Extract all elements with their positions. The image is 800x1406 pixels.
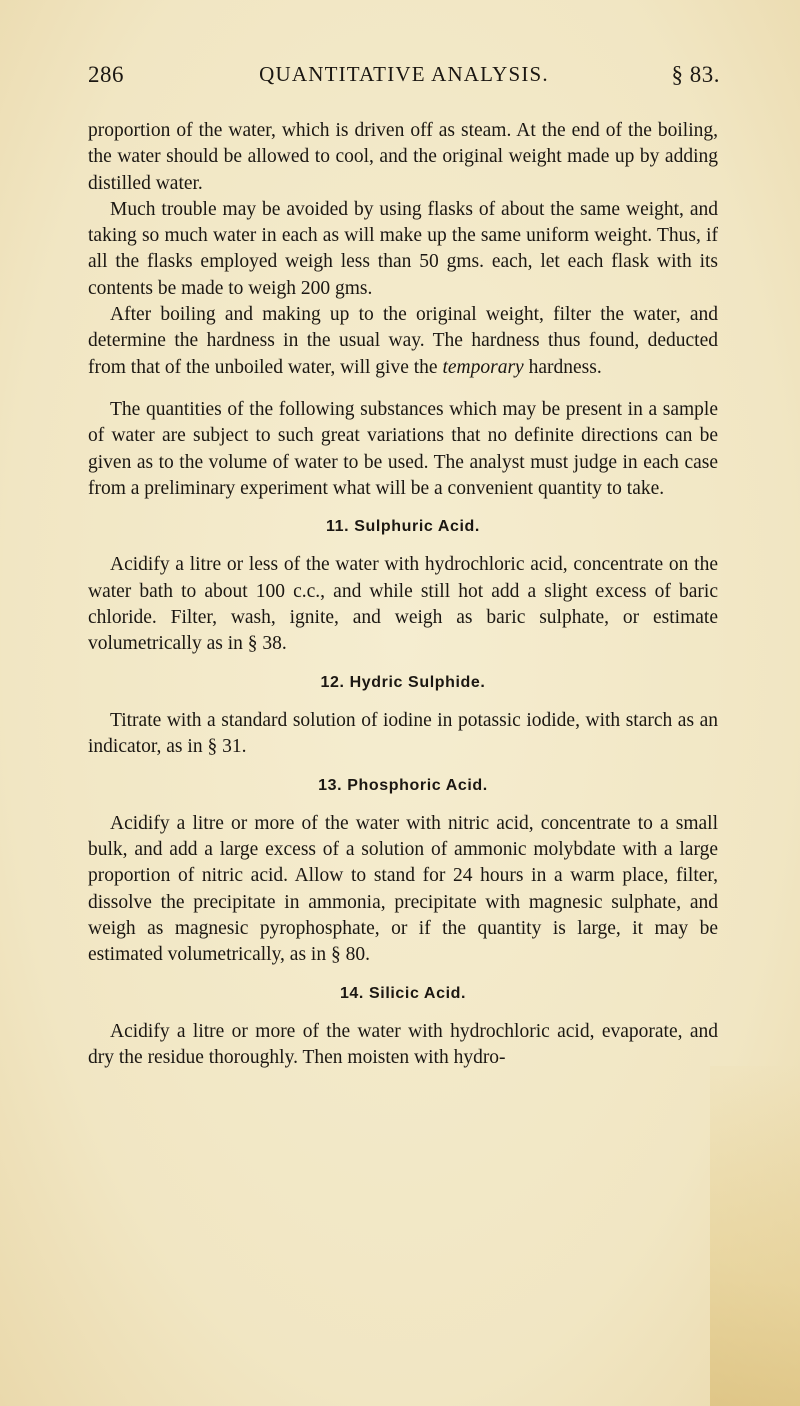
section-heading: 13. Phosphoric Acid. bbox=[318, 776, 488, 794]
running-title: QUANTITATIVE ANALYSIS. bbox=[259, 62, 549, 86]
paragraph: The quantities of the following substances which may be present in a sample of water are subject to such great variations that no definite directions can be given as to the volume of water to be used. The analyst must judge in each case from a preliminary experiment what will be a convenient quantity to take. bbox=[88, 398, 718, 499]
section-heading: 14. Silicic Acid. bbox=[339, 984, 467, 1002]
paragraph-text: After boiling and making up to the original weight, filter the water, and determine the hardness in the usual way. The hardness thus found, deducted from that of the unboiled water, will give the bbox=[88, 304, 718, 378]
section-paragraph: Acidify a litre or less of the water with hydrochloric acid, concentrate on the water bath to about 100 c.c., and while still hot add a slight excess of baric chloride. Filter, wash, ignite, and weigh as baric sulphate, or estimate volumetrically as in § 38. bbox=[88, 554, 718, 655]
paragraph-text: hardness. bbox=[523, 356, 602, 378]
section-paragraph: Acidify a litre or more of the water with nitric acid, concentrate to a small bulk, and add a large excess of a solution of ammonic molybdate with a large proportion of nitric acid. Allow to stand for 24 hours in a warm place, filter, dissolve the precipitate in ammonia, precipitate with magnesic sulphate, and weigh as magnesic pyrophosphate, or if the quantity is large, it may be estimated volumetrically, as in § 80. bbox=[88, 812, 718, 966]
section-heading: 11. Sulphuric Acid. bbox=[326, 518, 480, 536]
page-body bbox=[88, 118, 718, 1072]
section-number: § 83. bbox=[671, 62, 720, 87]
paragraph: proportion of the water, which is driven off as steam. At the end of the boiling, the water should be allowed to cool, and the original weight made up by adding distilled water. bbox=[88, 120, 718, 194]
section-paragraph: Acidify a litre or more of the water with hydrochloric acid, evaporate, and dry the residue thoroughly. Then moisten with hydro- bbox=[88, 1020, 718, 1069]
section-heading: 12. Hydric Sulphide. bbox=[320, 673, 486, 691]
paragraph: Much trouble may be avoided by using flasks of about the same weight, and taking so much water in each as will make up the same uniform weight. Thus, if all the flasks employed weigh less than 50 gms. each, let each flask with its contents be made to weigh 200 gms. bbox=[88, 198, 718, 299]
paper-stain bbox=[710, 1066, 800, 1406]
section-paragraph: Titrate with a standard solution of iodine in potassic iodide, with starch as an indicator, as in § 31. bbox=[88, 709, 718, 758]
running-header bbox=[88, 62, 720, 92]
italic-term: temporary bbox=[442, 356, 524, 378]
paragraph bbox=[88, 302, 718, 381]
page-number: 286 bbox=[88, 62, 124, 87]
